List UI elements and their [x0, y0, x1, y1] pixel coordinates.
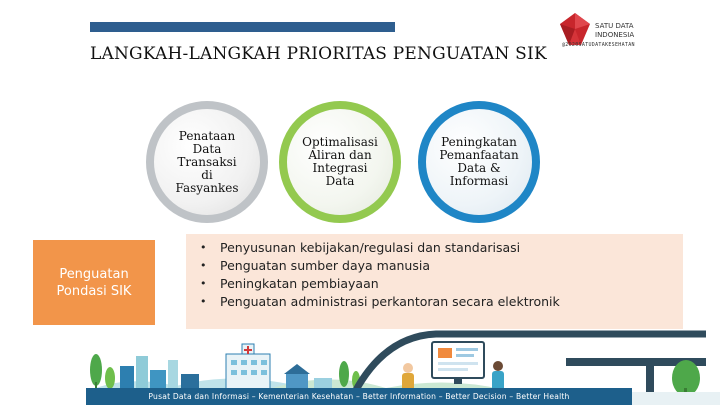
footer-bar: [86, 388, 632, 405]
logo-line-2: INDONESIA: [595, 31, 635, 39]
foundation-items-list: [198, 239, 683, 311]
list-item: • Penguatan administrasi perkantoran secara elektronik: [198, 293, 683, 311]
logo-text: [595, 22, 634, 40]
foundation-box: [33, 240, 155, 325]
priority-label-1: Penataan Data Transaksi di Fasyankes: [175, 128, 239, 195]
list-item: • Penguatan sumber daya manusia: [198, 257, 683, 275]
footer-text: Pusat Data dan Informasi – Kementerian Kesehatan – Better Information – Better Decision – Better Health: [148, 392, 570, 401]
satu-data-logo-icon: [559, 12, 591, 46]
page-title: LANGKAH-LANGKAH PRIORITAS PENGUATAN SIK: [90, 44, 547, 64]
logo-caption: @2020SATUDATAKESEHATAN: [562, 42, 635, 48]
priority-bubble-1: [146, 101, 268, 223]
foundation-items-box: [186, 234, 683, 329]
priority-label-3: Peningkatan Pemanfaatan Data & Informasi: [439, 135, 519, 188]
priority-bubble-3: [418, 101, 540, 223]
priority-bubble-2: [279, 101, 401, 223]
list-item: • Penyusunan kebijakan/regulasi dan standarisasi: [198, 239, 683, 257]
priority-label-2: Optimalisasi Aliran dan Integrasi Data: [302, 135, 378, 188]
foundation-label: Penguatan Pondasi SIK: [56, 266, 132, 299]
header-accent-bar: [90, 22, 395, 32]
logo-line-1: SATU DATA: [595, 22, 634, 30]
list-item: • Peningkatan pembiayaan: [198, 275, 683, 293]
